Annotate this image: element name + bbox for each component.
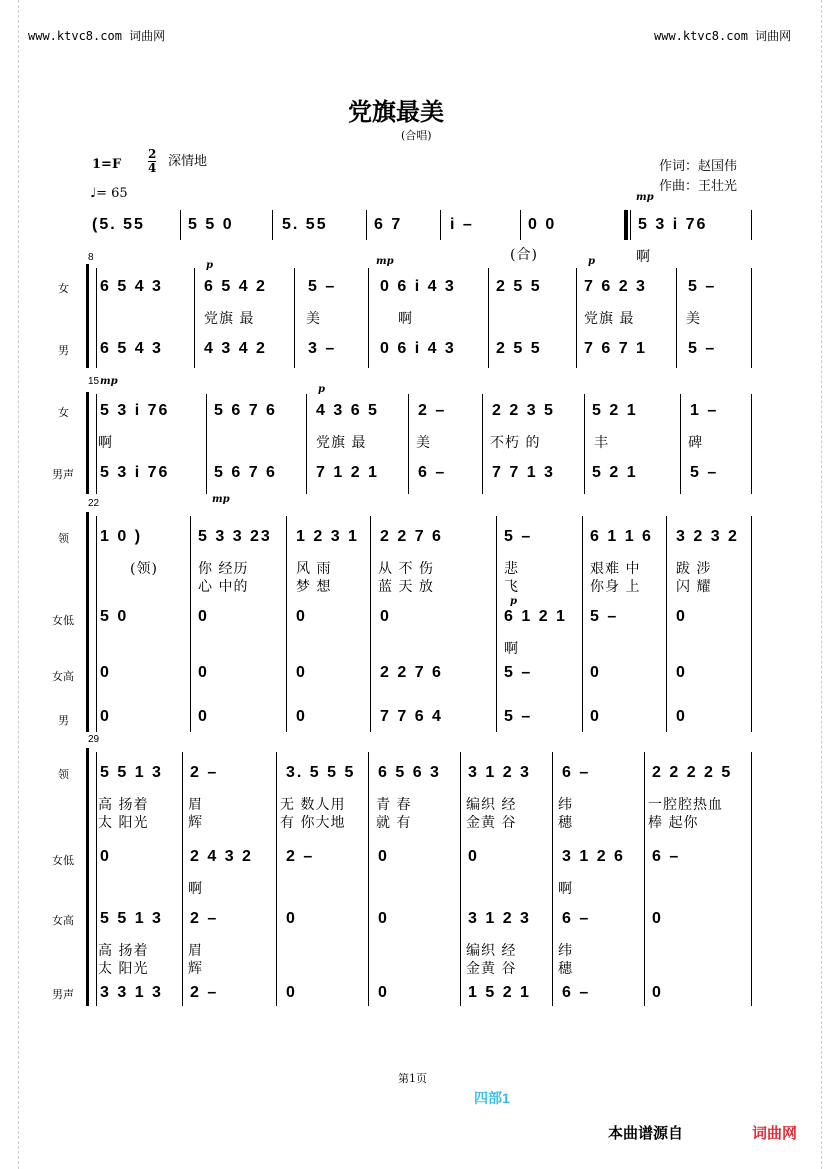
barline [751, 268, 752, 368]
barline [552, 752, 553, 1006]
note-group: 5 – [504, 708, 533, 725]
note-group: 2 2 7 6 [380, 528, 443, 545]
note-group: 5 – [504, 664, 533, 681]
note-group: 0 [378, 848, 389, 865]
dynamic-mark: mp [212, 494, 230, 505]
note-group: 6 – [652, 848, 681, 865]
note-group: 3 1 2 3 [468, 910, 531, 927]
dynamic-mark: p [318, 384, 325, 395]
note-group: 0 [296, 708, 307, 725]
lyric: 闪 耀 [676, 579, 712, 595]
part-label: 女低 [52, 854, 74, 867]
intro-measure: 0 0 [528, 216, 557, 233]
lyric: 辉 [188, 961, 203, 977]
barline [194, 268, 195, 368]
barline [584, 394, 585, 494]
barline [751, 516, 752, 732]
note-group: 6 – [418, 464, 447, 481]
note-group: 5 3 i 76 [100, 402, 170, 419]
part-label: 女低 [52, 614, 74, 627]
note-group: 0 [296, 664, 307, 681]
note-group: 3 1 2 3 [468, 764, 531, 781]
dynamic-mark: mp [100, 376, 118, 387]
note-group: 5 – [688, 340, 717, 357]
time-sig-top: 2 [148, 147, 157, 161]
note-group: 0 [100, 848, 111, 865]
lyric: 编织 经 [466, 797, 517, 813]
note-group: 5 6 7 6 [214, 464, 277, 481]
barline [751, 210, 752, 240]
lyric: 碑 [688, 435, 703, 451]
lyric: 纬 [558, 943, 573, 959]
note-group: 3 – [308, 340, 337, 357]
note-group: 2 5 5 [496, 340, 542, 357]
note-group: 2 – [190, 984, 219, 1001]
barline [520, 210, 521, 240]
measure-number: 29 [88, 734, 100, 745]
note-group: 6 5 4 3 [100, 340, 163, 357]
lyric: 金黄 谷 [466, 815, 517, 831]
part-label: 男声 [52, 988, 74, 1001]
barline [408, 394, 409, 494]
note-group: 6 – [562, 984, 591, 1001]
lyric: 青 春 [376, 797, 412, 813]
barline [96, 268, 97, 368]
note-group: 2 2 7 6 [380, 664, 443, 681]
system-bracket [86, 392, 89, 494]
barline [370, 516, 371, 732]
note-group: 0 [378, 910, 389, 927]
lyric: 啊 [558, 881, 573, 897]
barline [96, 394, 97, 494]
note-group: 5 2 1 [592, 464, 638, 481]
lyric: 美 [416, 435, 431, 451]
note-group: 2 4 3 2 [190, 848, 253, 865]
part-label: 女 [58, 282, 69, 295]
lyric: 党旗 最 [316, 435, 367, 451]
note-group: 0 [676, 664, 687, 681]
lyric: 纬 [558, 797, 573, 813]
barline [368, 752, 369, 1006]
barline [751, 752, 752, 1006]
note-group: 3. 5 5 5 [286, 764, 356, 781]
part-label: 女高 [52, 914, 74, 927]
note-group: 5 2 1 [592, 402, 638, 419]
expression-mark: 深情地 [168, 154, 208, 169]
barline [582, 516, 583, 732]
part-label: 领 [58, 768, 69, 781]
system-bracket [86, 264, 89, 368]
left-watermark-strip [0, 0, 19, 1169]
dynamic-mark: p [510, 596, 517, 607]
note-group: 5 – [690, 464, 719, 481]
barline [182, 752, 183, 1006]
intro-measure: (5. 55 [92, 216, 145, 233]
barline [96, 516, 97, 732]
intro-measure: i – [450, 216, 474, 233]
part-label: 领 [58, 532, 69, 545]
lyric: 太 阳光 [98, 815, 149, 831]
time-sig-bottom: 4 [148, 161, 157, 175]
barline [676, 268, 677, 368]
barline [680, 394, 681, 494]
lyric: 啊 [398, 311, 413, 327]
dynamic-mark: p [588, 256, 595, 267]
barline [630, 210, 631, 240]
lyric: 跋 涉 [676, 561, 712, 577]
note-group: 6 5 4 2 [204, 278, 267, 295]
note-group: 6 5 6 3 [378, 764, 441, 781]
note-group: 3 1 2 6 [562, 848, 625, 865]
lyric: 金黄 谷 [466, 961, 517, 977]
barline [440, 210, 441, 240]
barline [96, 752, 97, 1006]
note-group: 0 [652, 910, 663, 927]
note-group: 4 3 6 5 [316, 402, 379, 419]
lyric: 棒 起你 [648, 815, 699, 831]
note-group: 0 6 i 4 3 [380, 340, 456, 357]
note-group: 3 2 3 2 [676, 528, 739, 545]
note-group: 0 [198, 664, 209, 681]
note-group: 0 [296, 608, 307, 625]
measure-number: 22 [88, 498, 100, 509]
note-group: 5 – [504, 528, 533, 545]
lyric: 啊 [98, 435, 113, 451]
barline [751, 394, 752, 494]
lyric: 编织 经 [466, 943, 517, 959]
lyric: 美 [306, 311, 321, 327]
note-group: 6 – [562, 910, 591, 927]
note-group: 7 7 6 4 [380, 708, 443, 725]
barline [482, 394, 483, 494]
note-group: 0 [378, 984, 389, 1001]
time-signature [148, 148, 156, 175]
note-group: 5 – [590, 608, 619, 625]
barline [496, 516, 497, 732]
section-label: 四部1 [474, 1090, 510, 1106]
note-group: 5 0 [100, 608, 129, 625]
lyric: 悲 [504, 561, 519, 577]
note-group: 2 2 2 2 5 [652, 764, 733, 781]
note-group: 7 1 2 1 [316, 464, 379, 481]
note-group: 6 – [562, 764, 591, 781]
section-annotation: (合) [510, 247, 538, 263]
lyric: 无 数人用 [280, 797, 346, 813]
lyric: (领) [130, 561, 158, 577]
part-label: 男 [58, 714, 69, 727]
lyric: 穗 [558, 961, 573, 977]
note-group: 1 5 2 1 [468, 984, 531, 1001]
note-group: 0 [676, 608, 687, 625]
note-group: 0 [676, 708, 687, 725]
barline [460, 752, 461, 1006]
repeat-barline [624, 210, 628, 240]
note-group: 6 5 4 3 [100, 278, 163, 295]
barline [368, 268, 369, 368]
note-group: 0 [286, 910, 297, 927]
lyric: 高 扬着 [98, 797, 149, 813]
lyric: 辉 [188, 815, 203, 831]
barline [576, 268, 577, 368]
barline [286, 516, 287, 732]
note-group: 2 5 5 [496, 278, 542, 295]
dynamic-mark: mp [376, 256, 394, 267]
note-group: 5 5 1 3 [100, 910, 163, 927]
lyric: 眉 [188, 943, 203, 959]
lyricist-credit: 作词：赵国伟 [659, 159, 738, 174]
note-group: 2 – [418, 402, 447, 419]
note-group: 0 [100, 664, 111, 681]
lyric: 美 [686, 311, 701, 327]
barline [272, 210, 273, 240]
lyric: 啊 [188, 881, 203, 897]
lyric: 眉 [188, 797, 203, 813]
song-subtitle: (合唱) [401, 129, 432, 142]
note-group: 0 [286, 984, 297, 1001]
note-group: 5 3 i 76 [100, 464, 170, 481]
note-group: 2 2 3 5 [492, 402, 555, 419]
lyric: 穗 [558, 815, 573, 831]
barline [366, 210, 367, 240]
note-group: 6 1 1 6 [590, 528, 653, 545]
lyric: 飞 [504, 579, 519, 595]
part-label: 女 [58, 406, 69, 419]
lyric: 心 中的 [198, 579, 249, 595]
lyric: 你身 上 [590, 579, 641, 595]
note-group: 3 3 1 3 [100, 984, 163, 1001]
lyric: 有 你大地 [280, 815, 346, 831]
lyric: 从 不 伤 [378, 561, 434, 577]
site-header-left[interactable]: www.ktvc8.com 词曲网 [28, 29, 166, 43]
note-group: 7 6 2 3 [584, 278, 647, 295]
key-signature: 1=F [92, 157, 122, 172]
barline [190, 516, 191, 732]
intro-measure: 5. 55 [282, 216, 328, 233]
page-number: 第1页 [398, 1072, 427, 1085]
composer-credit: 作曲：王壮光 [659, 179, 738, 194]
lyric: 你 经历 [198, 561, 249, 577]
note-group: 1 – [690, 402, 719, 419]
note-group: 0 [198, 708, 209, 725]
intro-dynamic: mp [636, 192, 654, 203]
lyric: 一腔腔热血 [648, 797, 723, 813]
part-label: 女高 [52, 670, 74, 683]
site-header-right[interactable]: www.ktvc8.com 词曲网 [654, 29, 792, 43]
lyric: 太 阳光 [98, 961, 149, 977]
intro-measure: 5 3 i 76 [638, 216, 708, 233]
right-watermark-strip [821, 0, 840, 1169]
lyric: 啊 [504, 641, 519, 657]
annotation-ah: 啊 [636, 249, 651, 265]
note-group: 0 [100, 708, 111, 725]
measure-number: 8 [88, 252, 94, 263]
part-label: 男 [58, 344, 69, 357]
note-group: 1 2 3 1 [296, 528, 359, 545]
note-group: 2 – [190, 910, 219, 927]
measure-number: 15 [88, 376, 100, 387]
barline [488, 268, 489, 368]
note-group: 5 – [308, 278, 337, 295]
barline [294, 268, 295, 368]
lyric: 艰难 中 [590, 561, 641, 577]
system-bracket [86, 748, 89, 1006]
part-label: 男声 [52, 468, 74, 481]
note-group: 5 5 1 3 [100, 764, 163, 781]
note-group: 5 – [688, 278, 717, 295]
note-group: 7 7 1 3 [492, 464, 555, 481]
note-group: 7 6 7 1 [584, 340, 647, 357]
lyric: 蓝 天 放 [378, 579, 434, 595]
note-group: 0 [652, 984, 663, 1001]
lyric: 高 扬着 [98, 943, 149, 959]
barline [306, 394, 307, 494]
barline [644, 752, 645, 1006]
tempo-mark: ♩= 65 [90, 186, 128, 201]
lyric: 不朽 的 [490, 435, 541, 451]
lyric: 党旗 最 [204, 311, 255, 327]
song-title: 党旗最美 [348, 97, 444, 126]
barline [276, 752, 277, 1006]
lyric: 就 有 [376, 815, 412, 831]
note-group: 2 – [190, 764, 219, 781]
note-group: 2 – [286, 848, 315, 865]
note-group: 0 [198, 608, 209, 625]
dynamic-mark: p [206, 260, 213, 271]
note-group: 6 1 2 1 [504, 608, 567, 625]
note-group: 1 0 ) [100, 528, 143, 545]
source-label: 本曲谱源自 [608, 1125, 684, 1142]
lyric: 丰 [594, 435, 609, 451]
lyric: 风 雨 [296, 561, 332, 577]
barline [206, 394, 207, 494]
lyric: 梦 想 [296, 579, 332, 595]
intro-measure: 5 5 0 [188, 216, 234, 233]
system-bracket [86, 512, 89, 732]
note-group: 0 [468, 848, 479, 865]
note-group: 0 [590, 708, 601, 725]
intro-measure: 6 7 [374, 216, 403, 233]
note-group: 0 [380, 608, 391, 625]
barline [180, 210, 181, 240]
note-group: 5 3 3 23 [198, 528, 272, 545]
barline [666, 516, 667, 732]
note-group: 5 6 7 6 [214, 402, 277, 419]
source-brand-link[interactable]: 词曲网 [752, 1125, 798, 1142]
note-group: 0 [590, 664, 601, 681]
note-group: 4 3 4 2 [204, 340, 267, 357]
lyric: 党旗 最 [584, 311, 635, 327]
note-group: 0 6 i 4 3 [380, 278, 456, 295]
